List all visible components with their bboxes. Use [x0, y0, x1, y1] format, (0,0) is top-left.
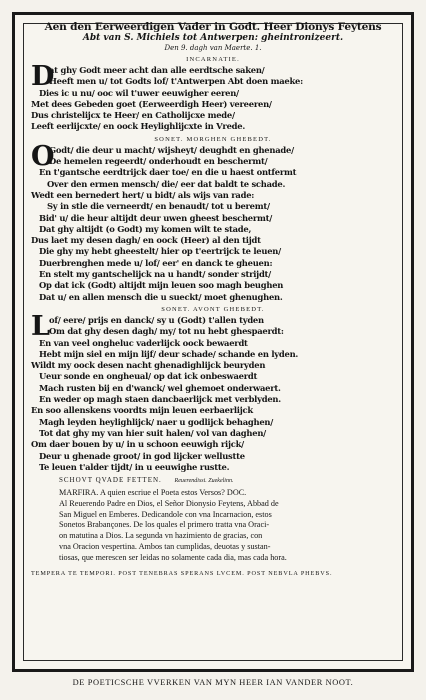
verse-line: Op dat ick (Godt) altijdt mijn leuen soo magh beughen: [39, 280, 284, 291]
verse-line: Dus laet my desen dagh/ en oock (Heer) al den tijdt: [31, 235, 261, 246]
drop-cap: O: [31, 140, 55, 172]
verse-line: Dies ic u nu/ ooc wil t'uwer eeuwigher eeren/: [39, 87, 239, 98]
dialogue-line: MARFIRA. A quien escriue el Poeta estos Versos? DOC.: [59, 488, 247, 498]
verse-line: Dat ghy altijdt (o Godt) my komen wilt te stade,: [39, 223, 252, 234]
verse-line: En t'gantsche eerdtrijck daer toe/ en die u haest ontfermt: [39, 167, 297, 178]
dedication-date: Den 9. dagh van Maerte. 1.: [164, 44, 262, 52]
verse-line: of/ eere/ prijs en danck/ sy u (Godt) t'allen tyden: [49, 314, 264, 325]
verse-line: Mach rusten bij en d'wanck/ wel ghemoet onderwaert.: [39, 382, 281, 393]
verse-line: Heeft men u/ tot Godts lof/ t'Antwerpen Abt doen maeke:: [49, 76, 303, 87]
book-footer: DE POETICSCHE VVERKEN VAN MYN HEER IAN VANDER NOOT.: [72, 678, 354, 687]
verse-line: De hemelen regeerdt/ onderhoudt en beschermt/: [49, 156, 268, 167]
signature: [31, 476, 395, 484]
drop-cap: D: [31, 61, 55, 92]
verse-line: Die ghy my hebt gheestelt/ hier op t'eertrijck te leuen/: [39, 246, 281, 257]
verse-line: Te leuen t'alder tijdt/ in u eeuwighe rustte.: [39, 461, 230, 472]
verse-line: Hebt mijn siel en mijn lijf/ deur schade/ schande en lyden.: [39, 348, 299, 359]
verse-line: Wedt een bernedert hert/ u bidt/ als wijs van rade:: [31, 189, 255, 200]
verse-line: Over den ermen mensch/ die/ eer dat baldt te schade.: [47, 178, 286, 189]
section-label: SONET. MORGHEN GHEBEDT.: [154, 135, 272, 143]
dialogue-line: San Miguel en Emberes. Dedicandole con vna Incarnacion, estos: [59, 509, 272, 519]
poem-subtitle: Abt van S. Michiels tot Antwerpen: gheintronizeert.: [82, 33, 344, 43]
verse-line: Om daer bouen by u/ in u schoon eeuwigh rijck/: [31, 439, 244, 450]
dialogue-line: Sonetos Brabançones. De los quales el primero tratta vna Oraci-: [59, 520, 270, 530]
verse-line: Deur u ghenade groot/ in god lijcker wellustte: [39, 450, 245, 461]
dialogue-line: tiosas, que merescen ser leidas no solamente cada dia, mas cada hora.: [59, 552, 287, 562]
poem-stanza: [31, 61, 395, 133]
verse-line: En van veel ongheluc vaderlijck oock bewaerdt: [39, 337, 248, 348]
verse-line: Om dat ghy desen dagh/ my/ tot nu hebt ghespaerdt:: [49, 326, 284, 337]
verse-line: Leeft eerlijcxte/ en oock Heylighlijcxte in Vrede.: [31, 121, 246, 132]
verse-line: Wildt my oock desen nacht ghenadighlijck beuryden: [31, 360, 266, 371]
poem-sections: [31, 56, 395, 473]
dialogue-line: on matutina a Dios. La segunda vn hazimiento de gracias, con: [59, 531, 263, 541]
verse-line: Sy in stle die verneerdt/ en benaudt/ tot u beremt/: [47, 201, 270, 212]
verse-line: Godt/ die deur u macht/ wijsheyt/ deughdt en ghenade/: [49, 144, 294, 155]
verse-line: En stelt my gantschelijck na u handt/ sonder strijdt/: [39, 269, 271, 280]
page-content: [31, 21, 395, 577]
verse-line: Tot dat ghy my van hier suit halen/ vol van daghen/: [39, 427, 266, 438]
poem-title: Aen den Eerweerdigen Vader in Godt. Heer Dionys Feytens: [44, 21, 382, 33]
verse-line: Dat u/ en allen mensch die u sueckt/ moet ghenughen.: [39, 291, 283, 302]
verse-line: Duerbrenghen mede u/ lof/ eer' en danck te gheuen:: [39, 257, 273, 268]
section-label: INCARNATIE.: [186, 56, 240, 63]
verse-line: Dus christelijcx te Heer/ en Catholijcxe mede/: [31, 110, 235, 121]
verse-line: Met dees Gebeden goet (Eerweerdigh Heer) vereeren/: [31, 98, 272, 109]
spanish-dialogue: [31, 488, 395, 564]
signature-text: SCHOVT QVADE FETTEN.: [59, 476, 162, 485]
signature-note: Reuerendissi. Zuekelinn.: [174, 478, 234, 485]
poem-stanza: [31, 310, 395, 473]
poem-stanza: [31, 140, 395, 303]
dialogue-line: Al Reuerendo Padre en Dios, el Señor Dionysio Feytens, Abbad de: [59, 498, 279, 508]
drop-cap: L: [31, 310, 50, 342]
page-frame: [12, 12, 414, 672]
verse-line: Magh leyden heylighlijck/ naer u godlijck behaghen/: [39, 416, 274, 427]
verse-line: at ghy Godt meer acht dan alle eerdtsche saken/: [49, 65, 265, 75]
dialogue-line: vna Oracion vespertina. Ambos tan cumplidas, deuotas y sustan-: [59, 542, 271, 552]
verse-line: En weder op magh staen dancbaerlijck met verblyden.: [39, 394, 281, 405]
verse-line: Bid' u/ die heur altijdt deur uwen gheest beschermt/: [39, 212, 273, 223]
section-label: SONET. AVONT GHEBEDT.: [161, 305, 265, 313]
verse-line: En soo allenskens voordts mijn leuen eerbaerlijck: [31, 405, 253, 416]
verse-line: Ueur sonde en ongheual/ op dat ick onbeswaerdt: [39, 371, 258, 382]
motto: TEMPERA TE TEMPORI. POST TENEBRAS SPERANS LVCEM. POST NEBVLA PHEBVS.: [31, 569, 333, 577]
